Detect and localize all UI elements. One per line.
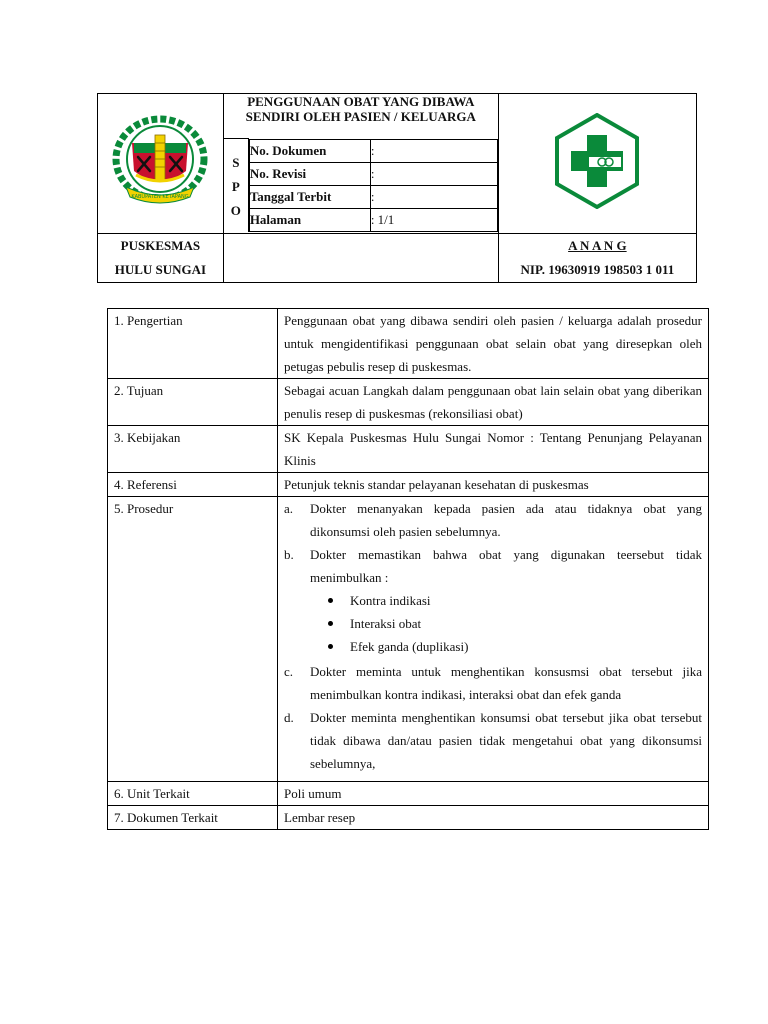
meta-row-tanggal	[249, 185, 497, 208]
meta-row-halaman	[249, 208, 497, 231]
bullet-text: Efek ganda (duplikasi)	[350, 639, 469, 654]
bullet-icon	[328, 598, 333, 603]
row-content: Sebagai acuan Langkah dalam penggunaan obat lain selain obat yang diberikan penulis resep di puskesmas (rekonsiliasi obat)	[278, 379, 709, 426]
spo-letter-o: O	[230, 203, 241, 219]
svg-text:KABUPATEN KETAPANG: KABUPATEN KETAPANG	[131, 194, 190, 200]
org-name-line2: HULU SUNGAI	[114, 262, 207, 277]
spo-letter-p: P	[231, 179, 240, 195]
step-marker: c.	[284, 664, 294, 679]
signer-name: A N A N G	[568, 238, 627, 253]
row-label: 6. Unit Terkait	[108, 782, 278, 806]
bullet-icon	[328, 644, 333, 649]
prosedur-steps	[284, 497, 702, 589]
kabupaten-emblem-icon	[110, 113, 210, 209]
spo-meta-block	[224, 138, 498, 232]
bullet-item	[328, 612, 702, 635]
meta-label: Tanggal Terbit	[249, 185, 370, 208]
meta-label: No. Revisi	[249, 162, 370, 185]
row-kebijakan	[108, 426, 709, 473]
row-content: Poli umum	[278, 782, 709, 806]
prosedur-steps-cont	[284, 660, 702, 775]
org-name-line1: PUSKESMAS	[120, 238, 201, 253]
row-label: 5. Prosedur	[108, 497, 278, 782]
meta-row-revisi	[249, 162, 497, 185]
meta-value: :	[370, 162, 497, 185]
meta-value: :	[370, 185, 497, 208]
row-label: 7. Dokumen Terkait	[108, 806, 278, 830]
row-content: SK Kepala Puskesmas Hulu Sungai Nomor : Tentang Penunjang Pelayanan Klinis	[278, 426, 709, 473]
step-marker: a.	[284, 501, 294, 516]
prosedur-content	[278, 497, 709, 782]
title-block	[223, 94, 498, 234]
signer-nip: NIP. 19630919 198503 1 011	[520, 262, 675, 277]
step-text: Dokter meminta untuk menghentikan konsusmsi obat tersebut jika menimbulkan kontra indikasi, interaksi obat dan efek ganda	[310, 664, 702, 702]
row-unit-terkait	[108, 782, 709, 806]
row-label: 1. Pengertian	[108, 309, 278, 379]
document-meta-table	[249, 139, 498, 232]
bullet-text: Interaksi obat	[350, 616, 422, 631]
meta-value: : 1/1	[370, 208, 497, 231]
meta-row-dokumen	[249, 139, 497, 162]
row-prosedur	[108, 497, 709, 782]
row-label: 4. Referensi	[108, 473, 278, 497]
bullet-item	[328, 589, 702, 612]
logo-cell	[98, 94, 224, 234]
row-pengertian	[108, 309, 709, 379]
step-text: Dokter menanyakan kepada pasien ada atau tidaknya obat yang dikonsumsi oleh pasien sebelumnya.	[310, 501, 702, 539]
row-dokumen-terkait	[108, 806, 709, 830]
bullet-icon	[328, 621, 333, 626]
step-marker: d.	[284, 710, 294, 725]
puskesmas-logo-icon	[549, 113, 645, 209]
row-referensi	[108, 473, 709, 497]
row-tujuan	[108, 379, 709, 426]
sop-content-table	[107, 308, 709, 830]
signer-cell	[498, 234, 696, 283]
row-label: 2. Tujuan	[108, 379, 278, 426]
row-content: Lembar resep	[278, 806, 709, 830]
spo-letter-s: S	[232, 155, 240, 171]
step-text: Dokter meminta menghentikan konsumsi obat tersebut jika obat tersebut tidak dibawa dan/atau pasien tidak mengetahui obat yang dikonsumsi sebelumnya,	[310, 710, 702, 771]
document-title: PENGGUNAAN OBAT YANG DIBAWA SENDIRI OLEH PASIEN / KELUARGA	[245, 94, 476, 124]
prosedur-step-a	[284, 497, 702, 543]
step-marker: b.	[284, 547, 294, 562]
bullet-text: Kontra indikasi	[350, 593, 431, 608]
meta-label: No. Dokumen	[249, 139, 370, 162]
prosedur-step-d	[284, 706, 702, 775]
step-text: Dokter memastikan bahwa obat yang digunakan teersebut tidak menimbulkan :	[310, 547, 702, 585]
meta-value: :	[370, 139, 497, 162]
row-label: 3. Kebijakan	[108, 426, 278, 473]
bullet-item	[328, 635, 702, 658]
contraindication-list	[284, 589, 702, 658]
row-content: Petunjuk teknis standar pelayanan kesehatan di puskesmas	[278, 473, 709, 497]
prosedur-step-c	[284, 660, 702, 706]
spo-header-table	[97, 93, 697, 283]
empty-cell	[223, 234, 498, 283]
meta-label: Halaman	[249, 208, 370, 231]
row-content: Penggunaan obat yang dibawa sendiri oleh pasien / keluarga adalah prosedur untuk mengidentifikasi penggunaan obat selain obat yang diresepkan oleh petugas pebulis resep di puskesmas.	[278, 309, 709, 379]
health-logo-cell	[498, 94, 696, 234]
prosedur-step-b	[284, 543, 702, 589]
spo-label	[224, 139, 249, 232]
org-name-cell	[98, 234, 224, 283]
